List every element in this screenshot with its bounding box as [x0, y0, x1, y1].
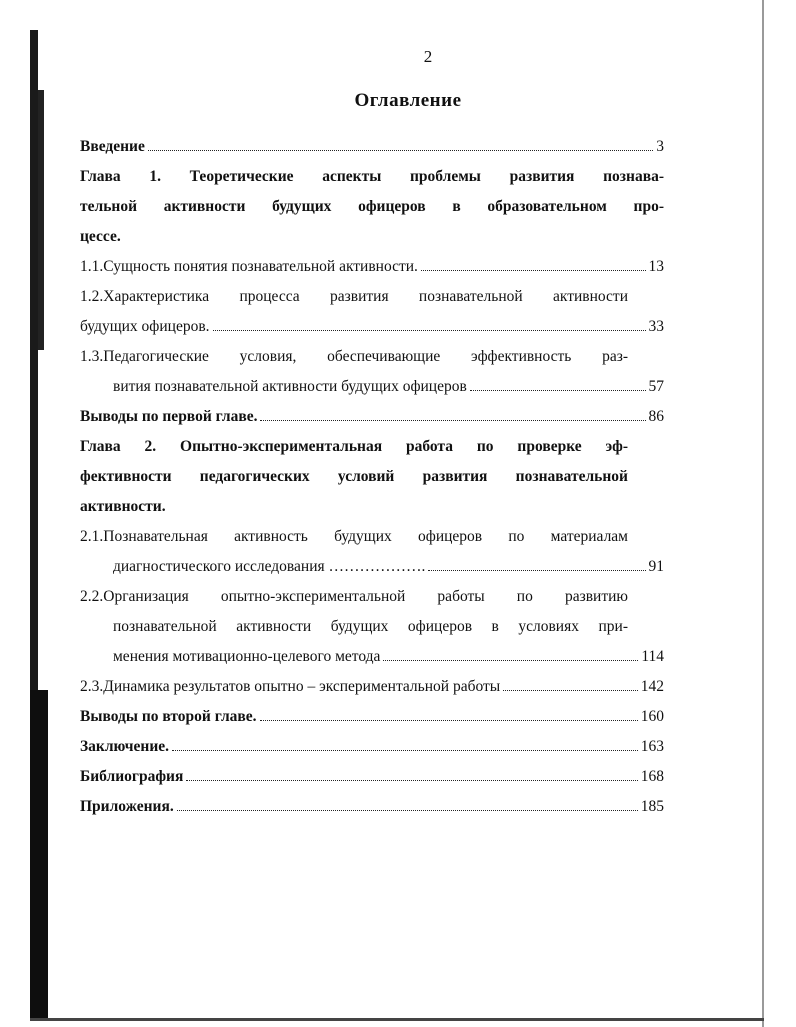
toc-chapter1-line1: [80, 162, 664, 192]
toc-entry-label: активности.: [80, 498, 166, 515]
toc-entry-label: диагностического исследования ……………….: [113, 558, 426, 575]
toc-entry-section-2-3[interactable]: [80, 672, 664, 702]
toc-entry-label: Приложения.: [80, 798, 174, 815]
toc-chapter1-line3: [80, 222, 664, 252]
table-of-contents: [80, 132, 664, 822]
toc-entry-label: Выводы по второй главе.: [80, 708, 257, 725]
leader-dots: [503, 690, 638, 691]
toc-entry-page: 185: [640, 798, 664, 815]
toc-entry-label: Глава 2. Опытно-экспериментальная работа по проверке эф-: [80, 438, 628, 455]
toc-entry-section-2-2[interactable]: [80, 642, 664, 672]
leader-dots: [177, 810, 638, 811]
toc-entry-conclusion[interactable]: [80, 732, 664, 762]
toc-chapter2-line2: [80, 462, 628, 492]
toc-entry-intro[interactable]: [80, 132, 664, 162]
toc-entry-conclusions-1[interactable]: [80, 402, 664, 432]
toc-entry-label: Библиография: [80, 768, 184, 785]
leader-dots: [148, 150, 653, 151]
toc-entry-page: 86: [648, 408, 664, 425]
page-number: 2: [423, 47, 433, 66]
toc-chapter2-line1: [80, 432, 628, 462]
toc-entry-label: тельной активности будущих офицеров в образовательном про-: [80, 198, 664, 215]
toc-section-2-2-line1: [80, 582, 628, 612]
leader-dots: [428, 570, 645, 571]
toc-entry-section-2-1[interactable]: [80, 552, 664, 582]
toc-entry-page: 57: [648, 378, 664, 395]
toc-entry-label: вития познавательной активности будущих офицеров: [113, 378, 467, 395]
toc-entry-label: Глава 1. Теоретические аспекты проблемы развития познава-: [80, 168, 664, 185]
leader-dots: [213, 330, 646, 331]
toc-entry-bibliography[interactable]: [80, 762, 664, 792]
leader-dots: [172, 750, 638, 751]
toc-entry-page: 114: [641, 648, 664, 665]
scan-border-bottom: [30, 1018, 764, 1021]
toc-entry-page: 91: [648, 558, 664, 575]
toc-entry-page: 142: [640, 678, 664, 695]
page-title: Оглавление: [354, 90, 462, 111]
toc-section-1-3-line1: [80, 342, 628, 372]
leader-dots: [186, 780, 637, 781]
toc-entry-page: 13: [648, 258, 664, 275]
toc-entry-section-1-2[interactable]: [80, 312, 664, 342]
toc-chapter1-line2: [80, 192, 664, 222]
toc-entry-label: 2.3.Динамика результатов опытно – экспериментальной работы: [80, 678, 501, 695]
scan-border-right: [762, 0, 764, 1027]
toc-entry-page: 160: [640, 708, 664, 725]
leader-dots: [470, 390, 646, 391]
toc-entry-page: 33: [648, 318, 664, 335]
scan-border-left-upper: [38, 90, 44, 350]
leader-dots: [260, 720, 638, 721]
toc-entry-page: 3: [656, 138, 664, 155]
toc-entry-section-1-3[interactable]: [80, 372, 664, 402]
toc-entry-label: 2.1.Познавательная активность будущих офицеров по материалам: [80, 528, 628, 545]
toc-entry-label: 2.2.Организация опытно-экспериментальной работы по развитию: [80, 588, 628, 605]
toc-section-1-2-line1: [80, 282, 628, 312]
toc-entry-conclusions-2[interactable]: [80, 702, 664, 732]
toc-entry-label: фективности педагогических условий развития познавательной: [80, 468, 628, 485]
toc-entry-label: Заключение.: [80, 738, 170, 755]
toc-entry-page: 163: [640, 738, 664, 755]
leader-dots: [383, 660, 638, 661]
toc-entry-label: Введение: [80, 138, 145, 155]
toc-entry-label: 1.2.Характеристика процесса развития познавательной активности: [80, 288, 628, 305]
toc-section-2-1-line1: [80, 522, 628, 552]
toc-entry-label: 1.3.Педагогические условия, обеспечивающие эффективность раз-: [80, 348, 628, 365]
toc-entry-page: 168: [640, 768, 664, 785]
leader-dots: [421, 270, 646, 271]
toc-entry-label: будущих офицеров.: [80, 318, 210, 335]
leader-dots: [260, 420, 645, 421]
toc-chapter2-line3: [80, 492, 664, 522]
toc-entry-label: цессе.: [80, 228, 121, 245]
toc-entry-label: 1.1.Сущность понятия познавательной активности.: [80, 258, 418, 275]
toc-entry-label: менения мотивационно-целевого метода: [113, 648, 381, 665]
toc-entry-label: Выводы по первой главе.: [80, 408, 258, 425]
toc-entry-appendix[interactable]: [80, 792, 664, 822]
toc-section-2-2-line2: [80, 612, 628, 642]
scan-border-left-lower: [30, 690, 48, 1020]
toc-entry-section-1-1[interactable]: [80, 252, 664, 282]
toc-entry-label: познавательной активности будущих офицеров в условиях при-: [113, 618, 628, 635]
